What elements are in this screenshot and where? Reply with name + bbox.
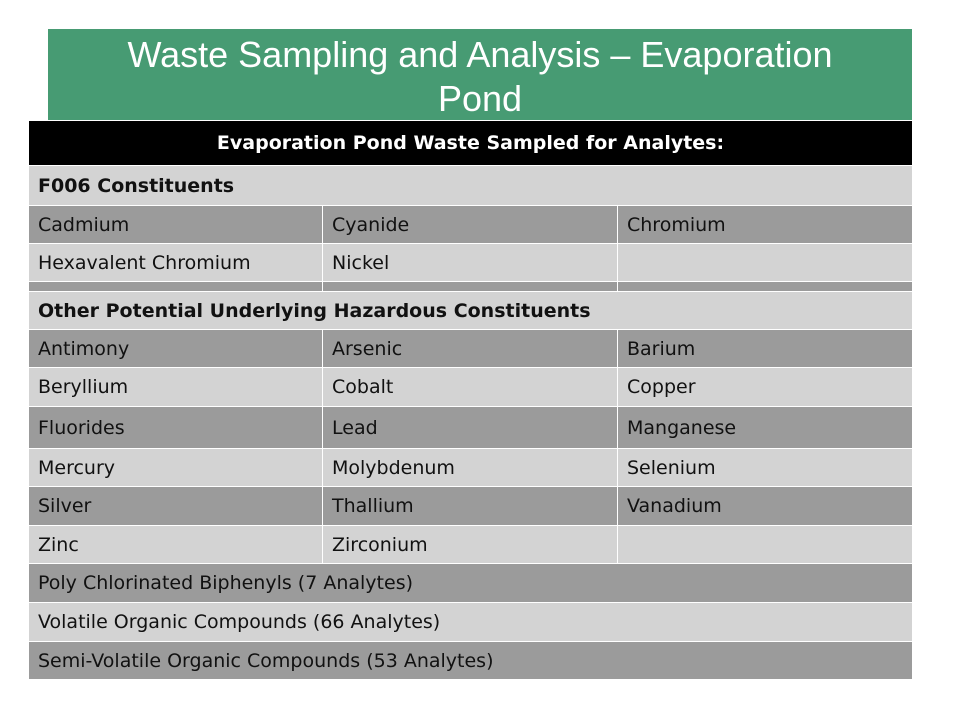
table-cell: Vanadium [627, 495, 722, 517]
analytes-table [29, 121, 912, 679]
group-row [29, 564, 912, 603]
slide-title [48, 29, 912, 120]
table-cell-empty [323, 282, 618, 291]
table-cell: Thallium [323, 487, 618, 525]
table-cell: Mercury [29, 449, 323, 486]
table-row [29, 487, 912, 526]
section-row-f006 [29, 166, 912, 206]
table-cell: Selenium [627, 456, 716, 479]
table-cell [618, 244, 912, 281]
table-row [29, 526, 912, 564]
spacer-row [29, 282, 912, 292]
section-heading-f006: F006 Constituents [38, 174, 235, 197]
slide-title-line-2: Pond [437, 78, 523, 119]
group-svoc: Semi-Volatile Organic Compounds (53 Analytes) [38, 649, 494, 672]
table-row [29, 244, 912, 282]
table-header: Evaporation Pond Waste Sampled for Analytes: [29, 121, 912, 165]
table-cell: Cobalt [323, 368, 618, 406]
table-cell: Copper [627, 376, 696, 398]
table-cell-empty [618, 282, 912, 291]
table-cell: Molybdenum [323, 449, 618, 486]
table-row [29, 449, 912, 487]
table-row [29, 330, 912, 368]
table-cell: Chromium [627, 213, 726, 236]
table-cell [618, 526, 912, 563]
group-voc: Volatile Organic Compounds (66 Analytes) [38, 611, 441, 633]
table-cell: Cyanide [323, 206, 618, 243]
table-row [29, 407, 912, 449]
table-row [29, 368, 912, 407]
table-cell: Fluorides [29, 407, 323, 448]
table-cell: Antimony [29, 330, 323, 367]
table-cell: Zirconium [323, 526, 618, 563]
table-cell: Beryllium [29, 368, 323, 406]
table-header-row [29, 121, 912, 166]
table-cell: Manganese [627, 416, 737, 439]
slide-title-line-1: Waste Sampling and Analysis – Evaporation [127, 34, 833, 75]
table-cell: Silver [29, 487, 323, 525]
table-cell: Cadmium [29, 206, 323, 243]
group-pcb: Poly Chlorinated Biphenyls (7 Analytes) [38, 572, 413, 594]
group-row [29, 642, 912, 679]
section-heading-uhc: Other Potential Underlying Hazardous Constituents [38, 299, 591, 322]
table-cell: Zinc [29, 526, 323, 563]
table-cell: Lead [323, 407, 618, 448]
table-cell: Hexavalent Chromium [29, 244, 323, 281]
table-cell: Arsenic [323, 330, 618, 367]
section-row-uhc [29, 292, 912, 330]
group-row [29, 603, 912, 642]
table-cell-empty [29, 282, 323, 291]
table-cell: Nickel [323, 244, 618, 281]
table-cell: Barium [627, 337, 696, 360]
table-row [29, 206, 912, 244]
